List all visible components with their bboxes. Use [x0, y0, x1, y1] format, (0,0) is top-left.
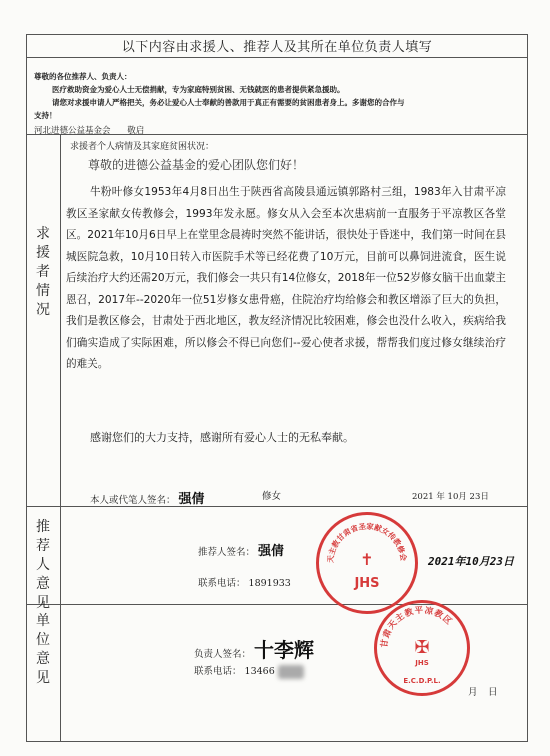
greeting-line: 尊敬的进德公益基金的爱心团队您们好！: [88, 158, 305, 172]
recommender-signature-field: [198, 540, 284, 559]
thanks-line: 感谢您们的大力支持，感谢所有爱心人士的无私奉献。: [90, 431, 354, 444]
unit-phone-label: 联系电话：: [194, 666, 242, 677]
seal-ring-svg: [319, 515, 415, 611]
signer-handwritten-name: 强倩: [178, 492, 205, 507]
column-divider: [60, 134, 61, 742]
seal-center-text: JHS: [354, 576, 380, 591]
request-intro: 求援者个人病情及其家庭贫困状况：: [70, 142, 215, 152]
recommender-phone: 1891933: [248, 578, 291, 589]
notice-block: [34, 70, 518, 122]
redaction-blur: [278, 665, 304, 679]
request-body: [66, 182, 506, 376]
signer-role: 修女: [262, 491, 282, 502]
signer-label: 本人或代笔人签名：: [90, 495, 176, 506]
recommender-signature-label: 推荐人签名：: [198, 547, 256, 558]
notice-salutation: 尊敬的各位推荐人、负责人：: [34, 72, 132, 81]
diocese-seal-stamp: [374, 600, 470, 696]
recommender-date: 2021年10月23日: [428, 555, 514, 568]
unit-signature-label: 负责人签名：: [194, 649, 252, 660]
cross-icon: ✝: [360, 550, 374, 569]
recommender-signature: 强倩: [258, 544, 285, 559]
unit-section-label: 单位意见: [36, 613, 50, 686]
notice-line: 请您对求援申请人严格把关，务必让爱心人士奉献的善款用于真正有需要的贫困患者身上。多谢您的合作与: [52, 98, 405, 107]
cross-icon: ✠: [414, 637, 430, 658]
unit-signature: 十李辉: [254, 638, 315, 662]
seal-ring-text: 甘肃天主教平凉教区: [379, 605, 454, 649]
unit-date-day: 日: [488, 687, 498, 698]
seal-ring-text: 天主教甘肃省圣家献女传教修会: [325, 521, 409, 564]
org-name: 河北进德公益基金会: [34, 126, 111, 136]
unit-signature-field: [194, 634, 314, 663]
notice-line: 医疗救助资金为爱心人士无偿捐献，专为家庭特别贫困、无钱就医的患者提供紧急援助。: [52, 85, 345, 94]
parish-seal-stamp: [316, 512, 418, 614]
seal-center-text: JHS: [415, 659, 429, 667]
recommender-section-label: 推荐人意见: [36, 519, 50, 611]
form-header-title: 以下内容由求援人、推荐人及其所在单位负责人填写: [121, 40, 433, 55]
unit-date-month: 月: [468, 687, 478, 698]
notice-line: 支持！: [34, 111, 57, 120]
org-signoff: [34, 124, 158, 136]
seal-bottom-text: E.C.D.P.L.: [403, 677, 441, 685]
requester-signature-row: [90, 488, 205, 507]
org-closing: 敬启: [127, 126, 145, 136]
request-body-paragraph: 牛粉叶修女1953年4月8日出生于陕西省高陵县通远镇郭路村三组，1983年入甘肃平凉教区圣家献女传教修会，1993年发永愿。修女从入会至本次患病前一直服务于平凉教区各堂区。2021年10月6日早上在堂里念晨祷时突然不能讲话，很快处于昏迷中，我们第一时间在县城医院急救，10月10日转入市医院手术等已经花费了10万元，目前可以鼻饲进流食，医生说后续治疗大约还需20万元，我们修会一共只有14位修女，2018年一位52岁修女脑干出血蒙主恩召，2017年--2020年一位51岁修女患骨癌，住院治疗均给修会和教区增添了巨大的负担，我们是教区修会，甘肃处于西北地区，教友经济情况比较困难，修会也没什么收入，疾病给我们确实造成了实际困难，所以修会不得已向您们--爱心使者求援，帮帮我们度过修女继续治疗的难关。: [66, 186, 506, 370]
requester-section-label: 求援者情况: [36, 226, 50, 318]
request-date: 2021 年 10月 23日: [412, 492, 489, 502]
unit-phone-field: [194, 663, 304, 679]
recommender-phone-field: [198, 575, 291, 589]
recommender-phone-label: 联系电话：: [198, 578, 246, 589]
unit-phone: 13466: [244, 666, 275, 677]
divider: [26, 57, 528, 58]
seal-ring-svg: [377, 603, 467, 693]
